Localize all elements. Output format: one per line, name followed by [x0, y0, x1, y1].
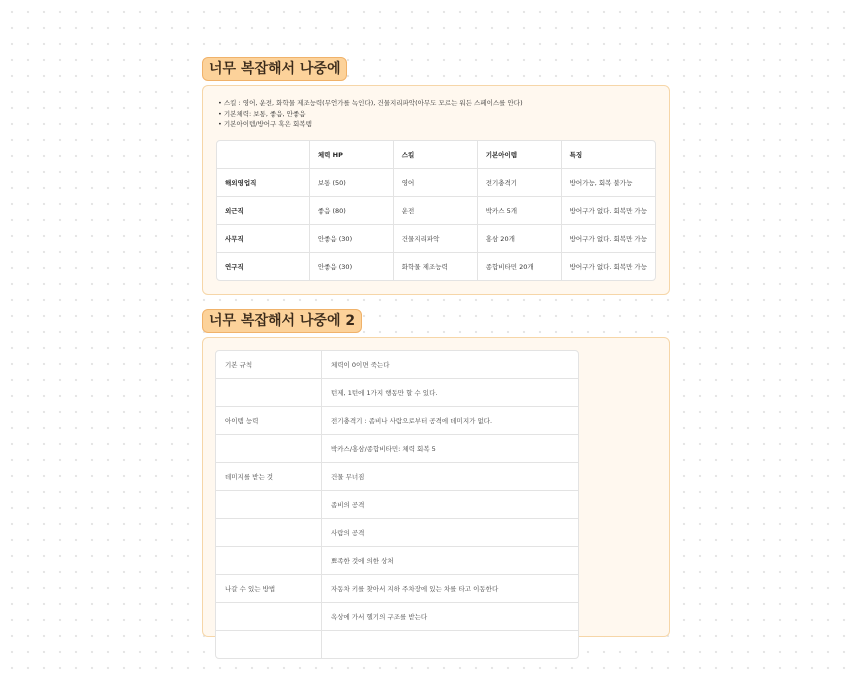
table-cell: 보통 (50) [310, 169, 394, 197]
table-cell: 건물 무너짐 [322, 463, 578, 491]
table-cell: 영어 [394, 169, 478, 197]
table-cell: 연구직 [217, 253, 310, 280]
table-cell: 좀비의 공격 [322, 491, 578, 519]
table-row [216, 491, 578, 519]
table-row [216, 519, 578, 547]
table-cell: 좋음 (80) [310, 197, 394, 225]
table-row [217, 169, 655, 197]
table-cell [216, 603, 322, 631]
table-row [216, 351, 578, 379]
section-1-title[interactable]: 너무 복잡해서 나중에 [202, 57, 347, 81]
table-cell [322, 631, 578, 658]
table-cell: 기본 규칙 [216, 351, 322, 379]
job-stats-table [216, 140, 656, 281]
table-cell: 옥상에 가서 헬기의 구조를 받는다 [322, 603, 578, 631]
bullet-item: • 기본체력: 보통, 좋음, 안좋음 [218, 109, 523, 120]
table-cell: 전기충격기 [478, 169, 562, 197]
table-cell [216, 547, 322, 575]
table-cell: 박카스/홍삼/종합비타민: 체력 회복 5 [322, 435, 578, 463]
table-row [216, 463, 578, 491]
table-cell: 홍삼 20개 [478, 225, 562, 253]
table-cell [216, 435, 322, 463]
table-cell: 화학물 제조능력 [394, 253, 478, 280]
table-cell: 박카스 5개 [478, 197, 562, 225]
table-header-cell: 특징 [562, 141, 655, 169]
table-cell: 종합비타민 20개 [478, 253, 562, 280]
table-row [216, 379, 578, 407]
table-cell: 방어구가 없다. 회복만 가능 [569, 263, 647, 271]
table-cell: 건물지리파악 [394, 225, 478, 253]
table-header-cell: 스킬 [394, 141, 478, 169]
table-row [216, 407, 578, 435]
table-cell [216, 631, 322, 658]
bullet-item: • 기본아이템/방어구 혹은 회복템 [218, 119, 523, 130]
rules-table [215, 350, 579, 659]
table-cell: 사람의 공격 [322, 519, 578, 547]
table-cell: 안좋음 (30) [310, 225, 394, 253]
table-cell: 방어가능, 회복 불가능 [562, 169, 655, 197]
table-cell: 나갈 수 있는 방법 [216, 575, 322, 603]
table-row [216, 575, 578, 603]
table-cell: 데미지를 받는 것 [216, 463, 322, 491]
table-header-cell: 기본아이템 [478, 141, 562, 169]
table-cell: 자동차 키를 찾아서 지하 주차장에 있는 차를 타고 이동한다 [322, 575, 578, 603]
table-cell: 아이템 능력 [216, 407, 322, 435]
table-cell: 안좋음 (30) [310, 253, 394, 280]
table-row [216, 631, 578, 658]
table-cell [216, 491, 322, 519]
table-cell: 전기충격기 : 좀비나 사람으로부터 공격에 데미지가 없다. [322, 407, 578, 435]
table-cell: 체력이 0이면 죽는다 [322, 351, 578, 379]
table-cell: 턴제, 1턴에 1가지 행동만 할 수 있다. [322, 379, 578, 407]
table-cell: 방어구가 없다. 회복만 가능 [562, 197, 655, 225]
table-row [216, 547, 578, 575]
table-header-cell: 체력 HP [310, 141, 394, 169]
table-header-row [217, 141, 655, 169]
table-cell: 사무직 [217, 225, 310, 253]
table-row [217, 253, 655, 280]
bullet-item: • 스킬 : 영어, 운전, 화학물 제조능력(무언가를 녹인다), 건물지리파악(아무도 모르는 워든 스페이스를 안다) [218, 98, 523, 109]
table-row [216, 435, 578, 463]
section-2-title[interactable]: 너무 복잡해서 나중에 2 [202, 309, 362, 333]
table-cell: 운전 [394, 197, 478, 225]
table-cell: 방어구가 없다. 회복만 가능 [562, 225, 655, 253]
table-row [216, 603, 578, 631]
table-cell: 해외영업직 [217, 169, 310, 197]
table-row [217, 225, 655, 253]
table-header-cell [217, 141, 310, 169]
table-cell: 뾰족한 것에 의한 상처 [322, 547, 578, 575]
table-row [217, 197, 655, 225]
table-cell [216, 379, 322, 407]
table-cell: 외근직 [217, 197, 310, 225]
skill-bullet-list [218, 98, 523, 130]
table-cell [216, 519, 322, 547]
